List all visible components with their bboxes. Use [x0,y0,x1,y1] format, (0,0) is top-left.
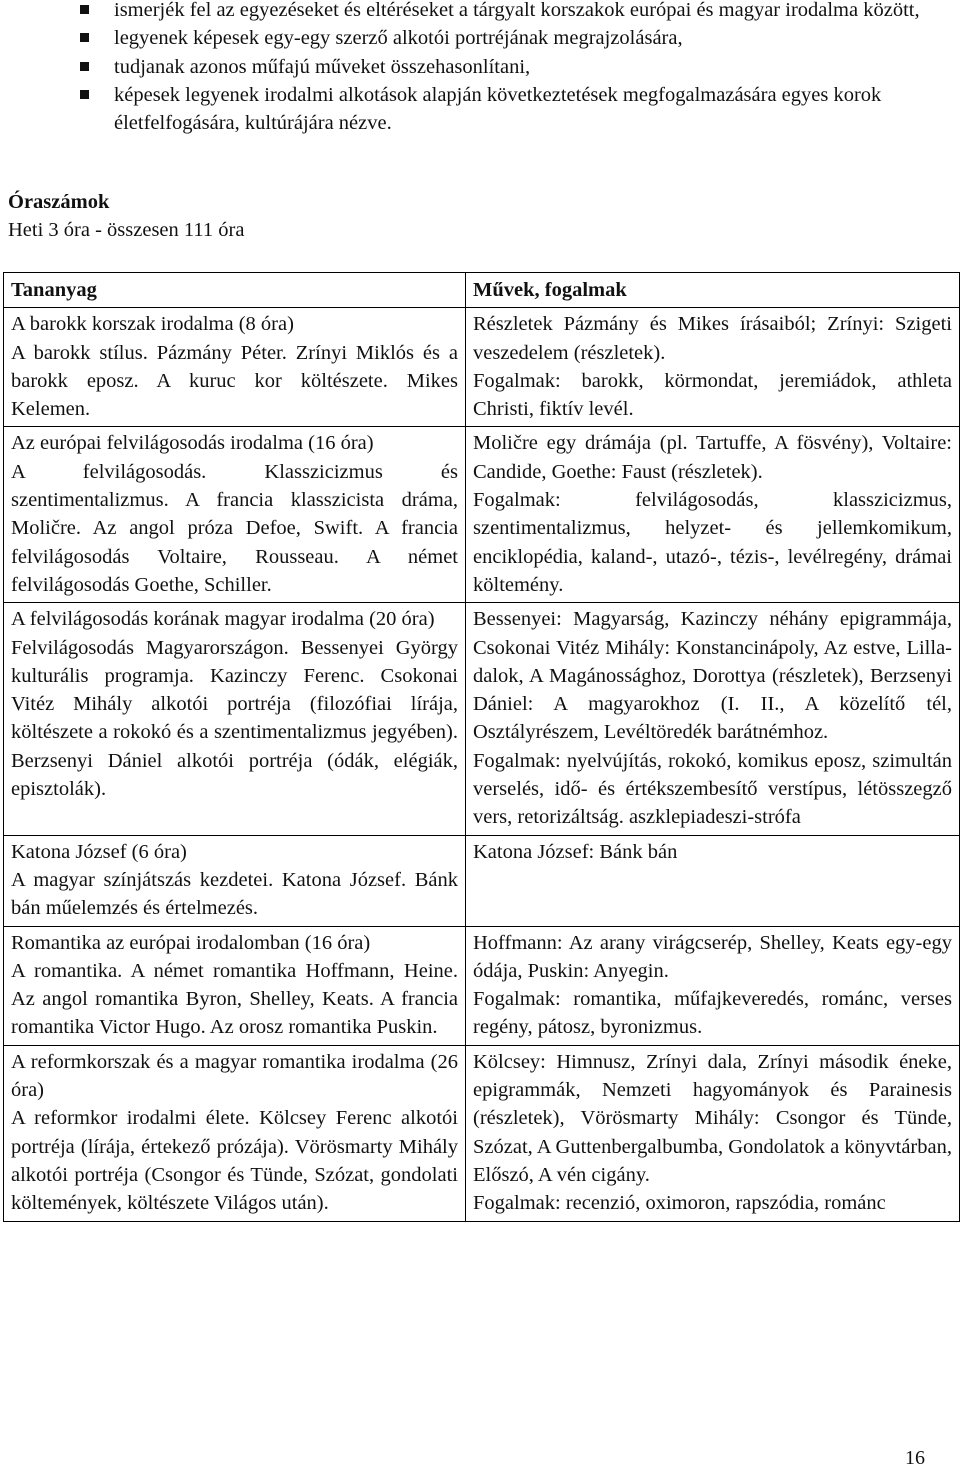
works-list: Kölcsey: Himnusz, Zrínyi dala, Zrínyi második éneke, epigrammák, Nemzeti hagyományok és Parainesis (részletek), Vörösmarty Mihály: Csongor és Tünde, Szózat, A Guttenbergalbumba, Gondolatok a könyvtárban, Előszó, A vén cigány. [473,1050,952,1186]
page-number: 16 [905,1447,925,1469]
list-item-text: ismerjék fel az egyezéseket és eltéréseket a tárgyalt korszakok európai és magyar irodalma között, [114,0,920,21]
objectives-list [0,0,960,137]
works-cell [466,835,960,926]
topic-content: A magyar színjátszás kezdetei. Katona József. Bánk bán műelemzés és értelmezés. [11,868,458,920]
concepts-list: Fogalmak: felvilágosodás, klasszicizmus, szentimentalizmus, helyzet- és jellemkomikum, enciklopédia, kaland-, utazó-, tézis-, levélregény, drámai költemény. [473,489,952,596]
table-row [4,308,960,427]
works-list: Részletek Pázmány és Mikes írásaiból; Zrínyi: Szigeti veszedelem (részletek). [473,313,952,364]
concepts-list: Fogalmak: romantika, műfajkeveredés, románc, verses regény, pátosz, byronizmus. [473,988,952,1039]
list-item-text: legyenek képesek egy-egy szerző alkotói portréjának megrajzolására, [114,27,683,50]
table-row [4,427,960,603]
topic-title: A felvilágosodás korának magyar irodalma (20 óra) [11,608,435,631]
list-item-text: tudjanak azonos műfajú műveket összehasonlítani, [114,55,531,78]
table-row [4,603,960,835]
table-row [4,926,960,1045]
square-bullet-icon [80,33,89,42]
square-bullet-icon [80,62,89,71]
works-cell [466,926,960,1045]
table-header-row [4,273,960,308]
table-row [4,835,960,926]
topic-title: A reformkorszak és a magyar romantika irodalma (26 óra) [11,1050,458,1102]
topic-cell [4,603,466,835]
topic-cell [4,1045,466,1221]
works-cell [466,1045,960,1221]
table-row [4,1045,960,1221]
list-item [0,0,960,24]
works-cell [466,603,960,835]
list-item [0,24,960,52]
curriculum-table [3,272,960,1222]
concepts-list: Fogalmak: barokk, körmondat, jeremiádok, athleta Christi, fiktív levél. [473,369,952,421]
works-cell [466,308,960,427]
hours-heading: Óraszámok [8,191,110,213]
topic-content: A felvilágosodás. Klasszicizmus és szentimentalizmus. A francia klasszicista dráma, Moličre. Az angol próza Defoe, Swift. A francia felvilágosodás Voltaire, Rousseau. A német felvilágosodás Goethe, Schiller. [11,460,458,596]
topic-title: Romantika az európai irodalomban (16 óra) [11,931,371,954]
topic-cell [4,308,466,427]
works-cell [466,427,960,603]
topic-cell [4,835,466,926]
hours-text: Heti 3 óra - összesen 111 óra [8,219,245,241]
concepts-list: Fogalmak: nyelvújítás, rokokó, komikus eposz, szimultán verselés, idő- és értékszembesítő verstípus, létösszegző vers, retorizáltság. aszklepiadeszi-strófa [473,749,952,829]
column-header-works: Művek, fogalmak [466,273,960,308]
list-item [0,81,960,138]
topic-content: A barokk stílus. Pázmány Péter. Zrínyi Miklós és a barokk eposz. A kuruc kor költészete. Mikes Kelemen. [11,341,458,421]
topic-title: Az európai felvilágosodás irodalma (16 óra) [11,432,374,455]
square-bullet-icon [80,90,89,99]
topic-content: A romantika. A német romantika Hoffmann, Heine. Az angol romantika Byron, Shelley, Keats. A francia romantika Victor Hugo. Az orosz romantika Puskin. [11,959,458,1039]
works-list: Bessenyei: Magyarság, Kazinczy néhány epigrammája, Csokonai Vitéz Mihály: Konstancinápoly, Az estve, Lilla-dalok, A Magánossághoz, Dorottya (részletek), Berzsenyi Dániel: A magyarokhoz (I. II., A közelítő tél, Osztályrészem, Levéltöredék barátnémhoz. [473,608,952,744]
topic-content: A reformkor irodalmi élete. Kölcsey Ferenc alkotói portréja (lírája, értekező prózája). Vörösmarty Mihály alkotói portréja (Csongor és Tünde, Szózat, gondolati költemények, költészete Világos után). [11,1107,458,1215]
list-item-text: képesek legyenek irodalmi alkotások alapján következtetések megfogalmazására egyes korok életfelfogására, kultúrájára nézve. [114,83,882,135]
works-list: Moličre egy drámája (pl. Tartuffe, A fösvény), Voltaire: Candide, Goethe: Faust (részletek). [473,432,952,483]
concepts-list: Fogalmak: recenzió, oximoron, rapszódia, románc [473,1192,886,1215]
topic-content: Felvilágosodás Magyarországon. Bessenyei György kulturális programja. Kazinczy Ferenc. Csokonai Vitéz Mihály alkotói portréja (filozófiai lírája, költészete a rokokó és a szentimentalizmus jegyében). Berzsenyi Dániel alkotói portréja (ódák, elégiák, episztolák). [11,636,458,801]
square-bullet-icon [80,5,89,14]
topic-cell [4,926,466,1045]
topic-title: A barokk korszak irodalma (8 óra) [11,313,294,336]
topic-title: Katona József (6 óra) [11,840,187,863]
list-item [0,53,960,81]
topic-cell [4,427,466,603]
works-list: Katona József: Bánk bán [473,840,678,863]
column-header-topic: Tananyag [4,273,466,308]
works-list: Hoffmann: Az arany virágcserép, Shelley, Keats egy-egy ódája, Puskin: Anyegin. [473,931,952,982]
